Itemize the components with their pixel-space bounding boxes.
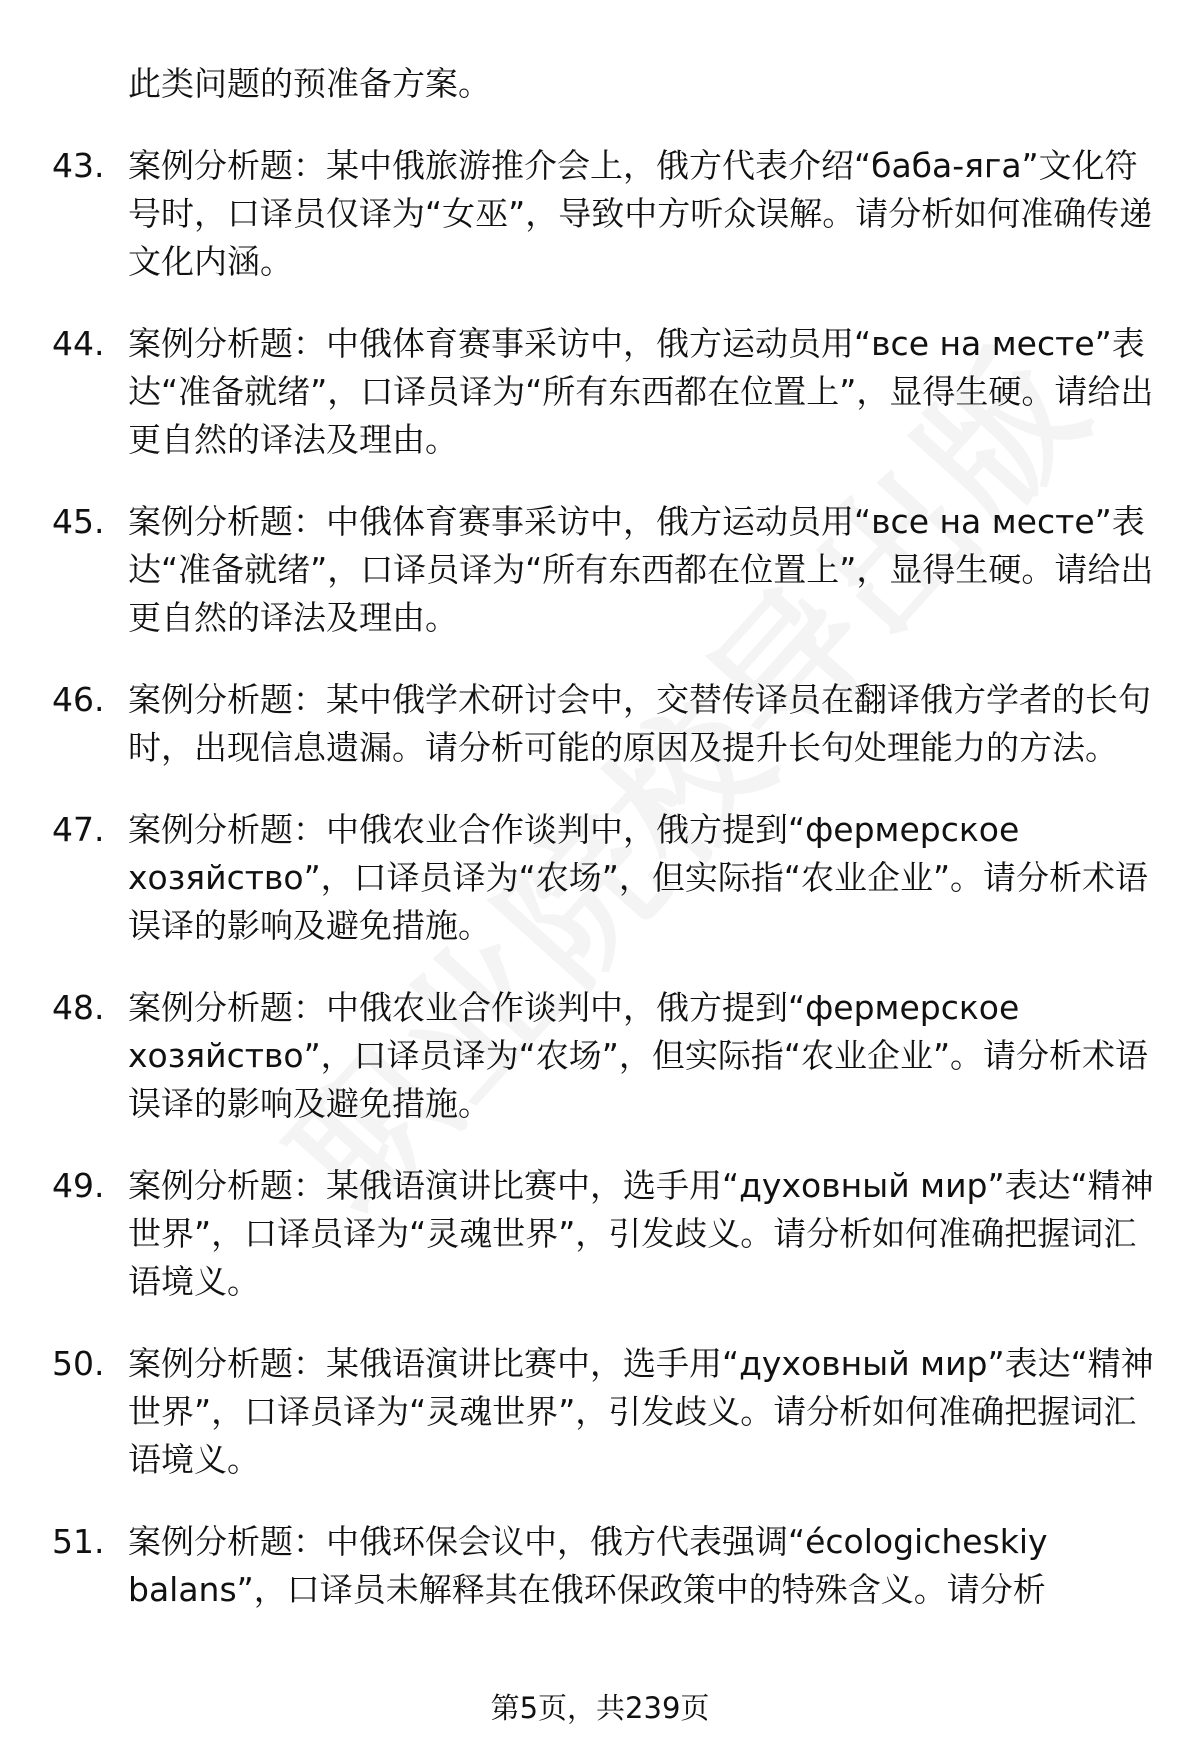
question-number: 48. <box>52 988 105 1027</box>
question-list <box>52 60 1162 1648</box>
question-number: 51. <box>52 1522 105 1561</box>
question-item <box>52 1518 1162 1614</box>
question-item <box>52 142 1162 286</box>
question-number: 47. <box>52 810 105 849</box>
question-item <box>52 498 1162 642</box>
question-text: 案例分析题：中俄体育赛事采访中，俄方运动员用“все на месте”表达“准备就绪”，口译员译为“所有东西都在位置上”，显得生硬。请给出更自然的译法及理由。 <box>128 324 1154 459</box>
question-number: 45. <box>52 502 105 541</box>
question-item <box>52 1162 1162 1306</box>
question-text: 案例分析题：中俄农业合作谈判中，俄方提到“фермерское хозяйство”，口译员译为“农场”，但实际指“农业企业”。请分析术语误译的影响及避免措施。 <box>128 810 1149 945</box>
question-text: 案例分析题：某俄语演讲比赛中，选手用“духовный мир”表达“精神世界”，口译员译为“灵魂世界”，引发歧义。请分析如何准确把握词汇语境义。 <box>128 1344 1154 1479</box>
question-item <box>52 676 1162 772</box>
question-number: 43. <box>52 146 105 185</box>
question-item <box>52 984 1162 1128</box>
continuation-text: 此类问题的预准备方案。 <box>128 64 491 103</box>
question-text: 案例分析题：某俄语演讲比赛中，选手用“духовный мир”表达“精神世界”，口译员译为“灵魂世界”，引发歧义。请分析如何准确把握词汇语境义。 <box>128 1166 1154 1301</box>
question-item <box>52 806 1162 950</box>
question-text: 案例分析题：中俄农业合作谈判中，俄方提到“фермерское хозяйство”，口译员译为“农场”，但实际指“农业企业”。请分析术语误译的影响及避免措施。 <box>128 988 1149 1123</box>
question-number: 49. <box>52 1166 105 1205</box>
question-text: 案例分析题：某中俄学术研讨会中，交替传译员在翻译俄方学者的长句时，出现信息遗漏。请分析可能的原因及提升长句处理能力的方法。 <box>128 680 1151 767</box>
question-number: 50. <box>52 1344 105 1383</box>
question-text: 案例分析题：中俄环保会议中，俄方代表强调“écologicheskiy balans”，口译员未解释其在俄环保政策中的特殊含义。请分析 <box>128 1522 1048 1609</box>
question-text: 案例分析题：中俄体育赛事采访中，俄方运动员用“все на месте”表达“准备就绪”，口译员译为“所有东西都在位置上”，显得生硬。请给出更自然的译法及理由。 <box>128 502 1154 637</box>
question-number: 44. <box>52 324 105 363</box>
page-footer: 第5页，共239页 <box>490 1691 710 1725</box>
question-number: 46. <box>52 680 105 719</box>
question-text: 案例分析题：某中俄旅游推介会上，俄方代表介绍“баба-яга”文化符号时，口译员仅译为“女巫”，导致中方听众误解。请分析如何准确传递文化内涵。 <box>128 146 1153 281</box>
question-item <box>52 320 1162 464</box>
question-item <box>52 1340 1162 1484</box>
